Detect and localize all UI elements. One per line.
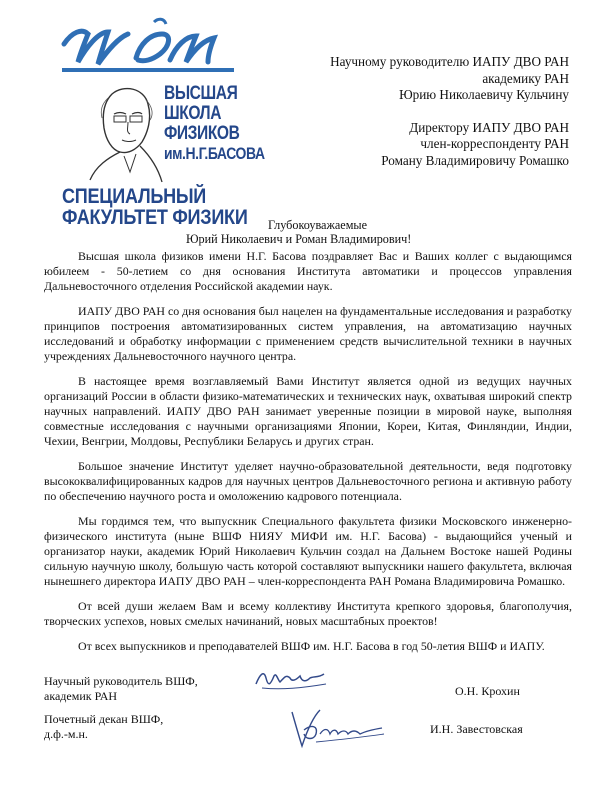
signatory-role-line: д.ф.-м.н. (44, 727, 88, 741)
signatory-role-line: академик РАН (44, 689, 118, 703)
signature-zavestovskaya-icon (286, 704, 390, 752)
body-paragraph: Большое значение Институт уделяет научно-образовательной деятельности, ведя подготовку высококвалифицированных кадров для научных центров Дальневосточного региона и активную работу по обеспечению научного роста и омоложению кадрового потенциала. (44, 459, 572, 503)
addressee-line: академику РАН (482, 70, 569, 86)
signatory-role-line: Научный руководитель ВШФ, (44, 674, 198, 688)
school-title-line: им.Н.Г.БАСОВА (164, 144, 265, 163)
body-paragraph: Мы гордимся тем, что выпускник Специального факультета физики Московского инженерно-физического института (ныне ВШФ НИЯУ МИФИ им. Н.Г. Басова) - выдающийся ученый и организатор науки, академик Юрий Николаевич Кульчин создал на Дальнем Востоке нашей Родины сильную научную школу, большую часть которой составляют выпускники нашего факультета, включая нынешнего директора ИАПУ ДВО РАН – член-корреспондента РАН Романа Владимировича Ромашко. (44, 514, 572, 588)
faculty-title (62, 186, 260, 228)
signatory-role (44, 712, 163, 742)
signatory-role (44, 674, 198, 704)
signature-krokhin-icon (252, 658, 332, 698)
body-paragraph: От всех выпускников и преподавателей ВШФ им. Н.Г. Басова в год 50-летия ВШФ и ИАПУ. (78, 639, 545, 653)
greeting-line: Юрий Николаевич и Роман Владимирович! (186, 232, 412, 246)
body-paragraph: От всей души желаем Вам и всему коллективу Института крепкого здоровья, благополучия, творческих успехов, новых смелых начинаний, новых масштабных проектов! (44, 599, 572, 628)
addressee-line: Научному руководителю ИАПУ ДВО РАН (330, 54, 569, 69)
mifi-logo-icon (58, 14, 238, 80)
body-paragraph: ИАПУ ДВО РАН со дня основания был нацелен на фундаментальные исследования и разработку принципов построения автоматизированных систем управления, на автоматизацию научных исследований и обработку информации с применением средств вычислительной техники в научных учреждениях Дальневосточного научного центра. (44, 304, 572, 363)
portrait-sketch-icon (84, 80, 166, 184)
greeting-line: Глубокоуважаемые (268, 218, 368, 232)
school-title-line: ВЫСШАЯ (164, 83, 238, 104)
signatory-name: О.Н. Крохин (455, 684, 520, 698)
addressee-line: член-корреспонденту РАН (420, 136, 569, 151)
signatory-role-line: Почетный декан ВШФ, (44, 712, 164, 726)
body-paragraph: Высшая школа физиков имени Н.Г. Басова поздравляет Вас и Ваших коллег с выдающимся юбилеем - 50-летием со дня основания Института автоматики и процессов управления Дальневосточного отделения Российской академии наук. (44, 249, 572, 293)
school-title (164, 83, 265, 164)
addressee-line: Юрию Николаевичу Кульчину (399, 87, 569, 102)
addressee-line: Роману Владимировичу Ромашко (381, 152, 569, 168)
greeting (186, 218, 412, 246)
school-title-line: ШКОЛА (164, 103, 222, 124)
faculty-title-line: СПЕЦИАЛЬНЫЙ (62, 185, 207, 208)
school-title-line: ФИЗИКОВ (164, 123, 240, 144)
letter-body (44, 249, 572, 664)
addressee-block (249, 54, 569, 169)
signatory-name: И.Н. Завестовская (430, 722, 523, 736)
body-paragraph: В настоящее время возглавляемый Вами Институт является одной из ведущих научных организаций России в области физико-математических и технических наук, охватывая широкий спектр научных направлений. ИАПУ ДВО РАН занимает уверенные позиции в мировой науке, выполняя совместные исследования с научными организациями Японии, Кореи, Китая, Финляндии, Индии, Чехии, Венгрии, Молдовы, Республики Беларусь и других стран. (44, 374, 572, 448)
faculty-title-line: ФАКУЛЬТЕТ ФИЗИКИ (62, 206, 248, 229)
addressee-line: Директору ИАПУ ДВО РАН (409, 119, 569, 135)
